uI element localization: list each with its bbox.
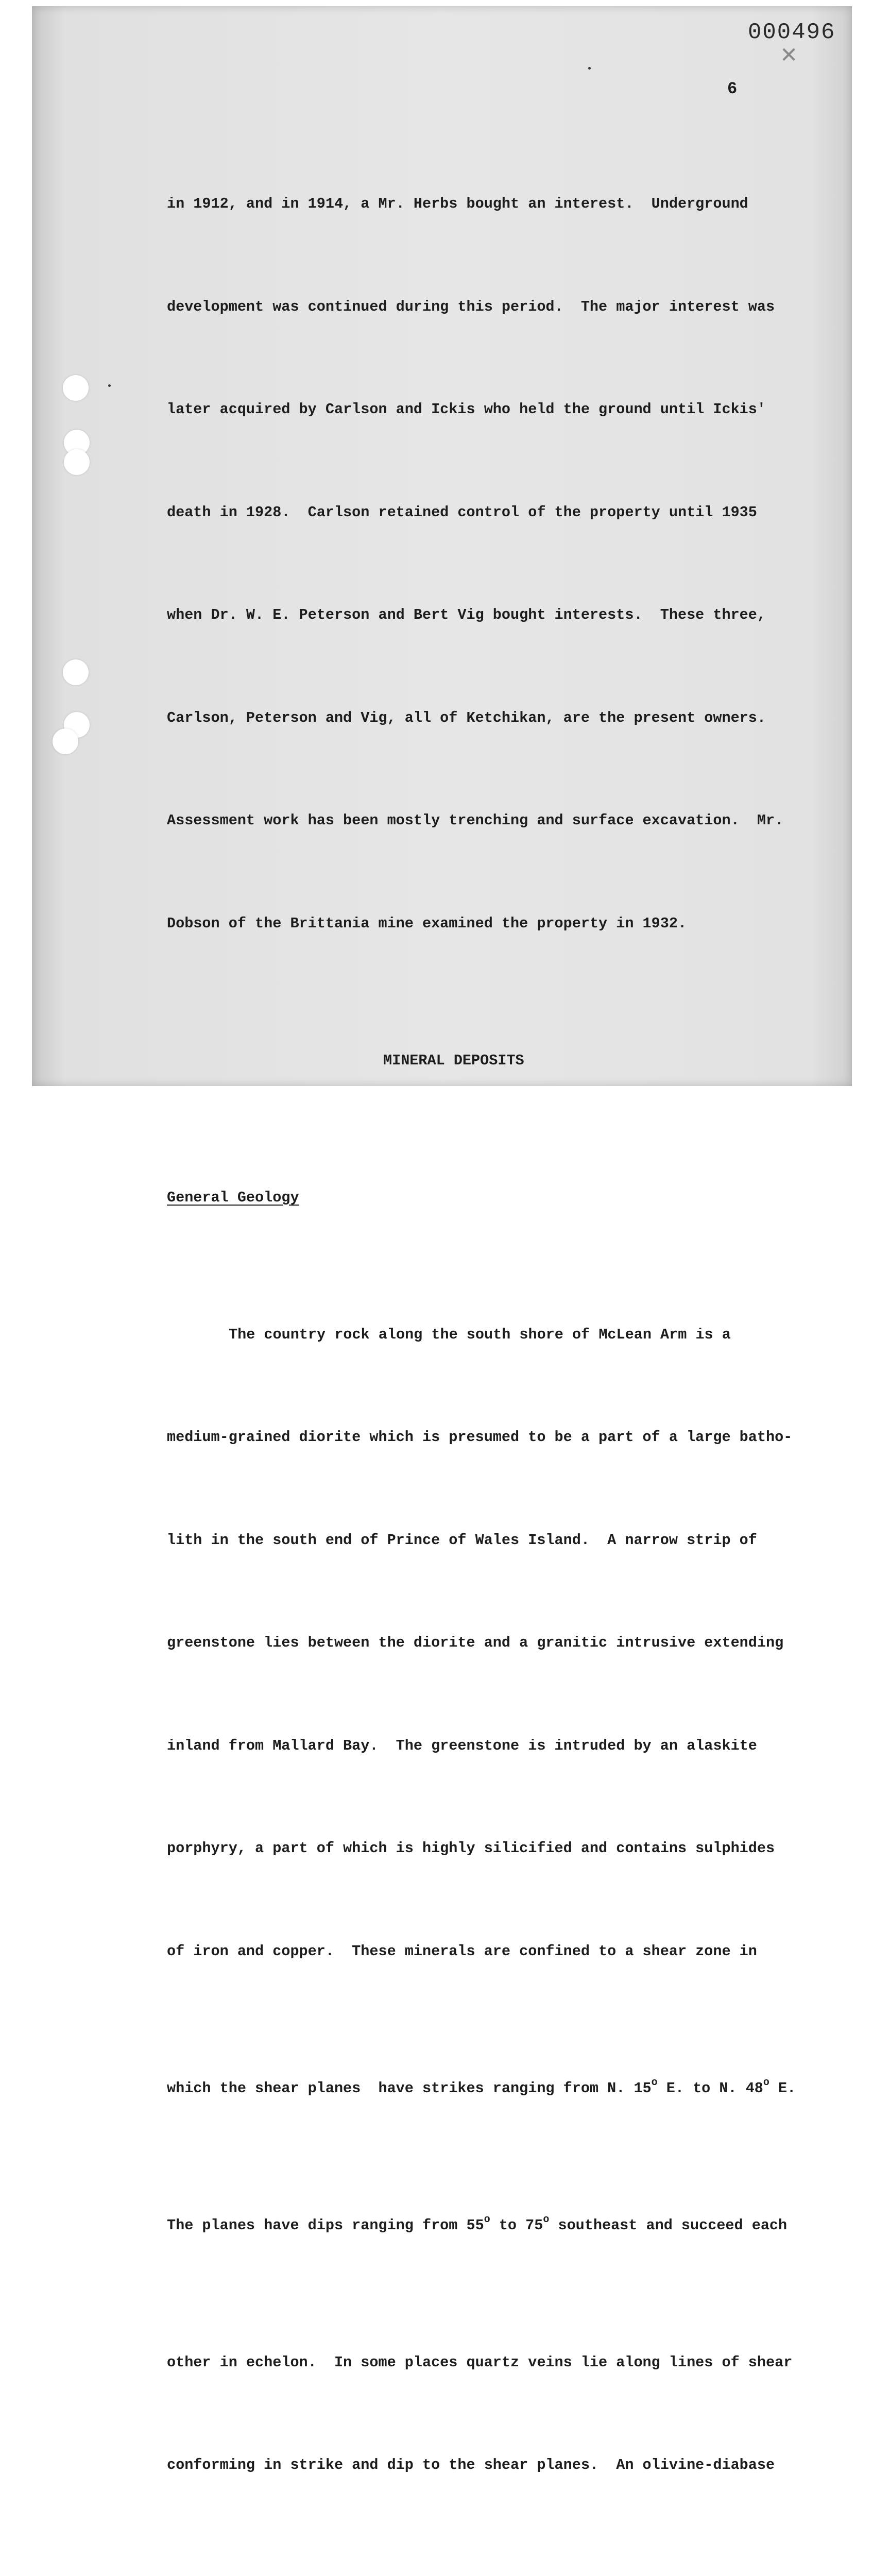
text-line: when Dr. W. E. Peterson and Bert Vig bought interests. These three, [167, 606, 766, 623]
text-segment: southeast and succeed each [549, 2216, 788, 2234]
scanned-page [32, 6, 852, 2473]
text-line: Carlson, Peterson and Vig, all of Ketchikan, are the present owners. [167, 709, 766, 726]
subheading-general-geology [167, 1181, 836, 1215]
document-body [167, 118, 836, 2576]
document-stamp-number: 000496 [748, 20, 836, 45]
degree-mark: o [651, 2076, 658, 2089]
degree-mark: o [543, 2213, 550, 2226]
dip-line [167, 2209, 836, 2243]
section-heading: MINERAL DEPOSITS [383, 1052, 524, 1069]
text-line: medium-grained diorite which is presumed to be a part of a large batho- [167, 1429, 793, 1446]
text-line: development was continued during this period. The major interest was [167, 298, 775, 315]
text-line: other in echelon. In some places quartz veins lie along lines of shear [167, 2353, 793, 2371]
text-line: The country rock along the south shore of McLean Arm is a [229, 1326, 731, 1343]
text-line: greenstone lies between the diorite and a granitic intrusive extending [167, 1634, 784, 1651]
check-mark-icon: ✕ [780, 42, 798, 67]
text-segment: E. [769, 2079, 796, 2097]
text-segment: to 75 [490, 2216, 543, 2234]
text-segment: E. to N. 48 [657, 2079, 763, 2097]
text-line: later acquired by Carlson and Ickis who held the ground until Ickis' [167, 401, 766, 418]
strike-line [167, 2072, 836, 2106]
text-segment: which the shear planes have strikes ranging from N. 15 [167, 2079, 652, 2097]
text-line: conforming in strike and dip to the shear planes. An olivine-diabase [167, 2456, 775, 2473]
text-line: in 1912, and in 1914, a Mr. Herbs bought an interest. Underground [167, 195, 748, 212]
text-line: Assessment work has been mostly trenching and surface excavation. Mr. [167, 812, 784, 829]
binder-hole [63, 375, 89, 401]
page-number: 6 [727, 79, 738, 98]
subheading-text: General Geology [167, 1189, 299, 1206]
text-line: death in 1928. Carlson retained control of the property until 1935 [167, 503, 757, 521]
text-line: of iron and copper. These minerals are confined to a shear zone in [167, 1942, 757, 1960]
binder-hole [53, 728, 78, 754]
scan-speck [588, 67, 591, 70]
text-line: inland from Mallard Bay. The greenstone is intruded by an alaskite [167, 1737, 757, 1754]
scan-speck [108, 384, 111, 387]
degree-mark: o [763, 2076, 769, 2089]
text-line: lith in the south end of Prince of Wales Island. A narrow strip of [167, 1531, 757, 1549]
binder-hole [64, 449, 90, 475]
text-line: porphyry, a part of which is highly silicified and contains sulphides [167, 1840, 775, 1857]
binder-hole [63, 659, 89, 685]
degree-mark: o [484, 2213, 490, 2226]
text-segment: The planes have dips ranging from 55 [167, 2216, 484, 2234]
text-line: Dobson of the Brittania mine examined the property in 1932. [167, 914, 687, 932]
